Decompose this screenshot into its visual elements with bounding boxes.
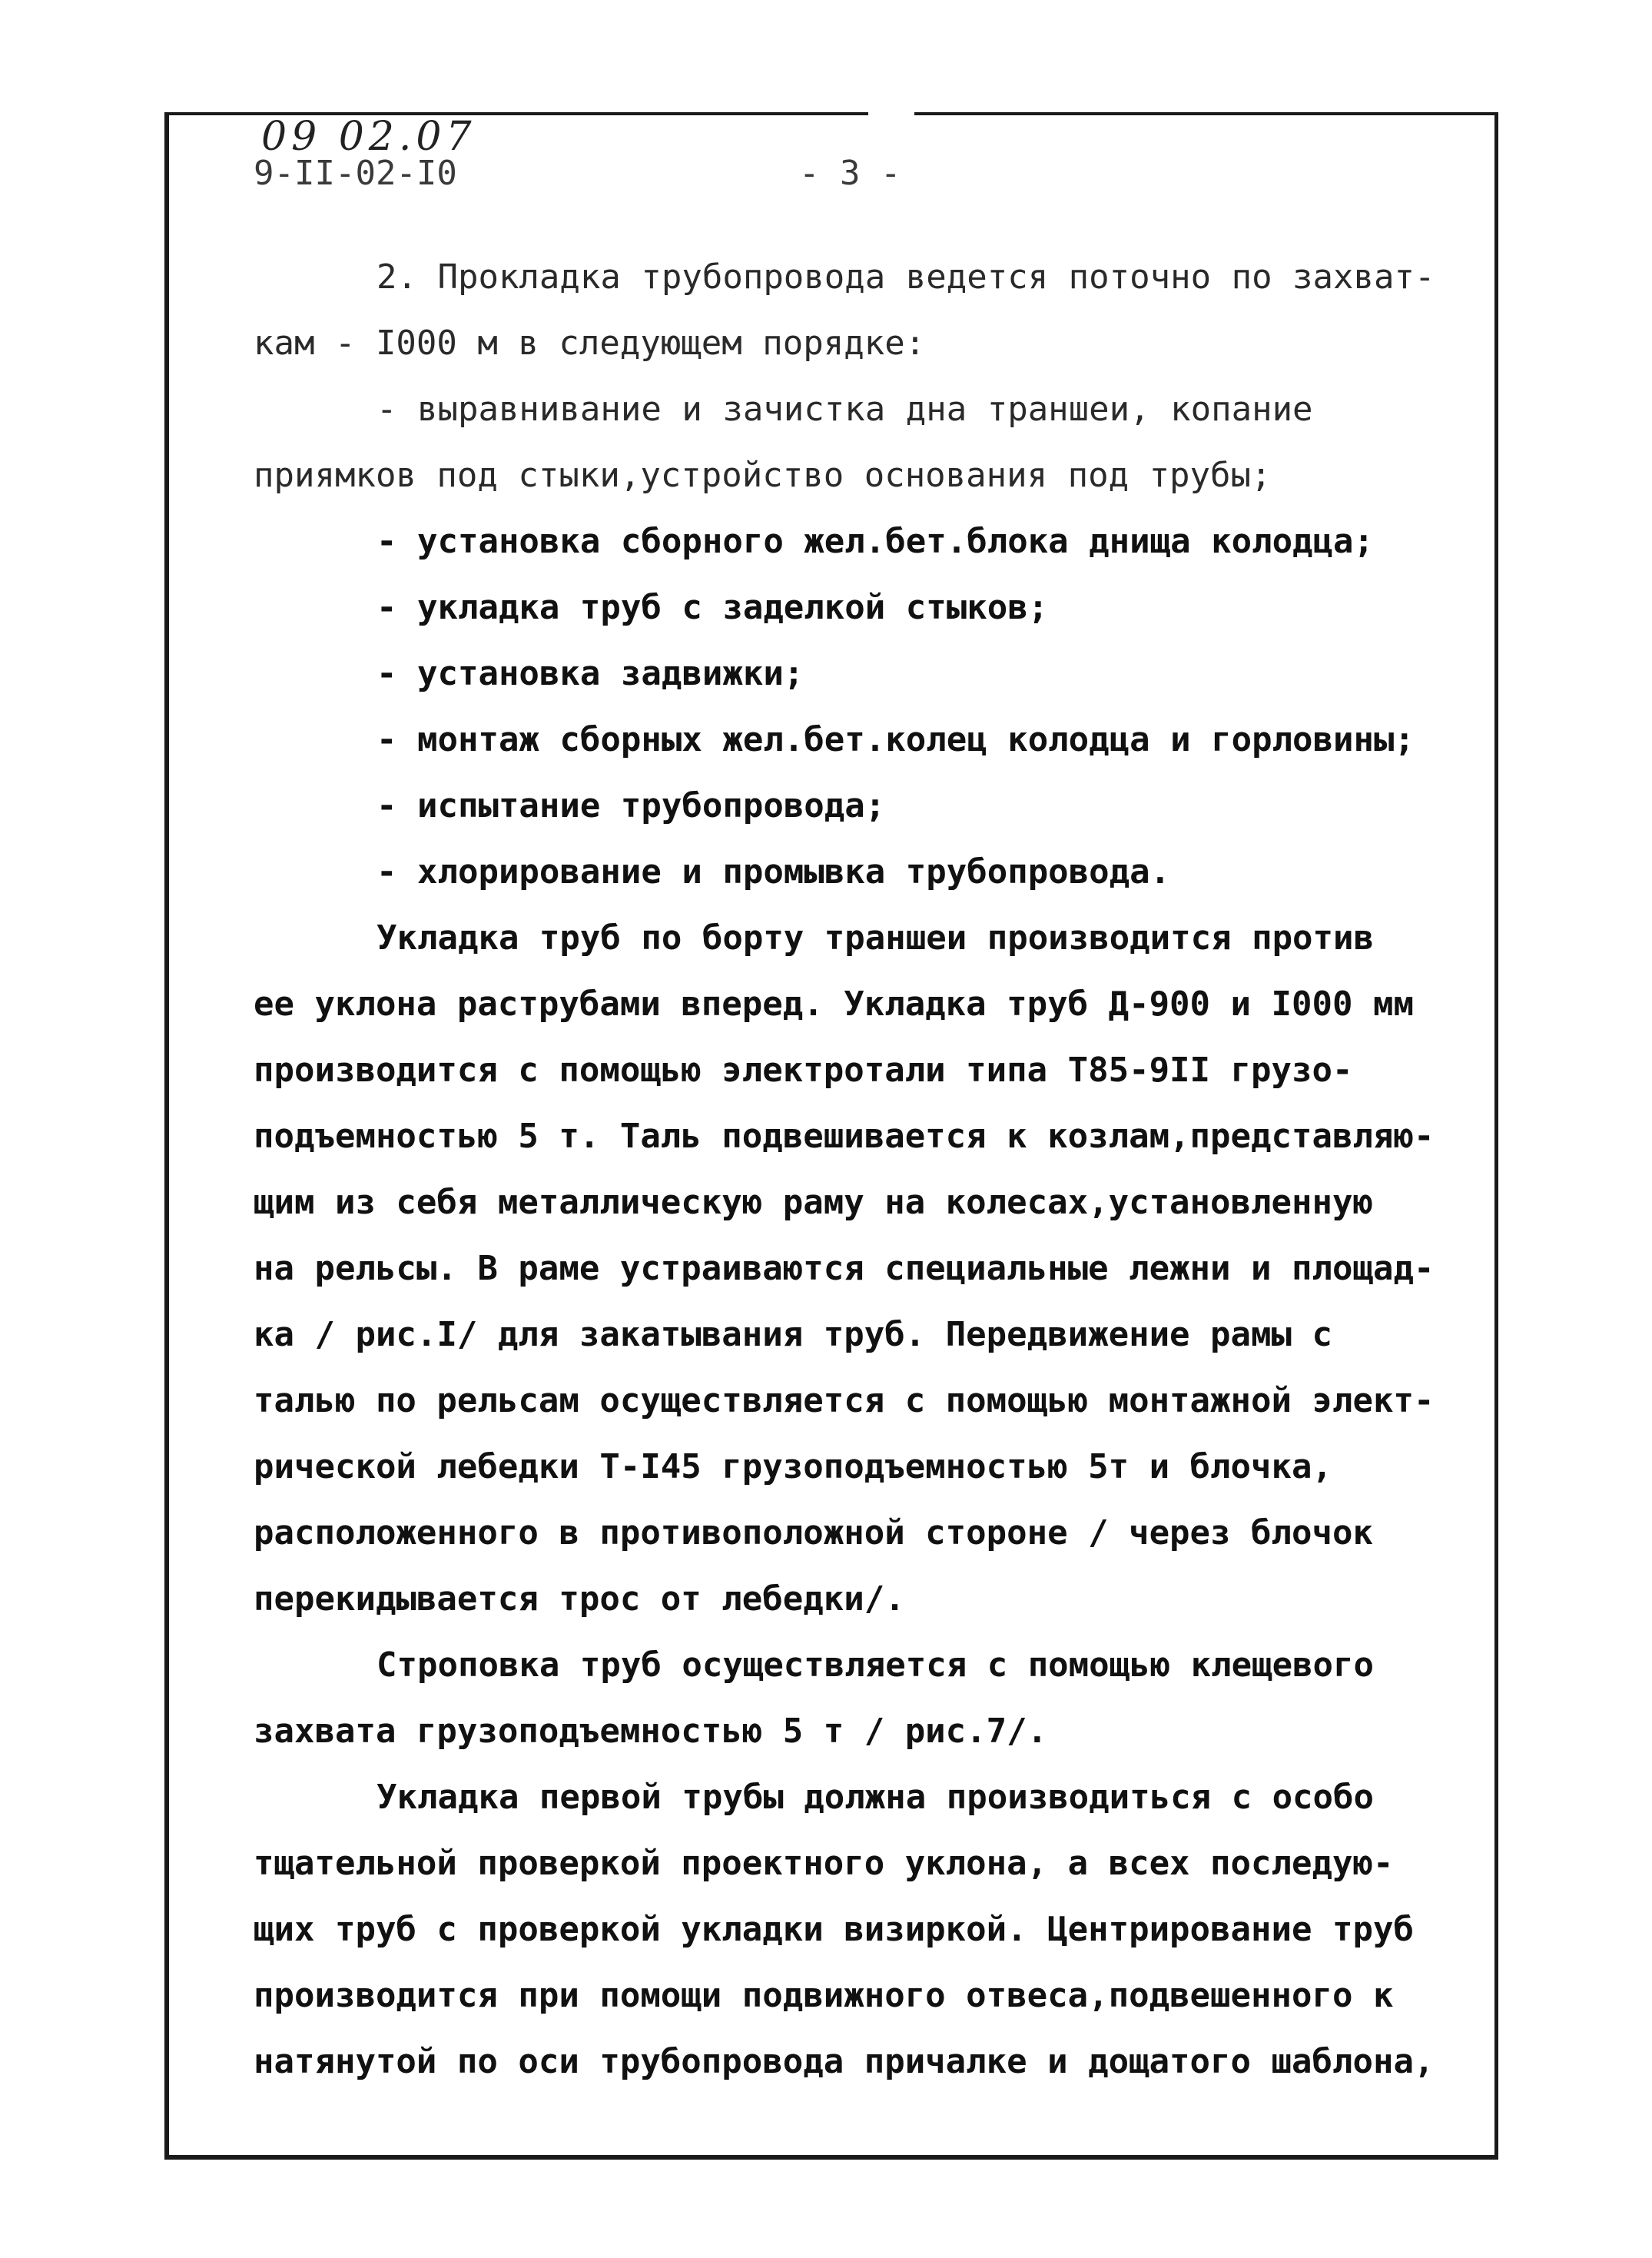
text-line: щих труб с проверкой укладки визиркой. Центрирование труб [254, 1910, 1414, 1949]
text-line: ка / рис.I/ для закатывания труб. Передвижение рамы с [254, 1315, 1332, 1354]
border-gap [868, 108, 914, 118]
text-line: подъемностью 5 т. Таль подвешивается к козлам,представляю- [254, 1117, 1435, 1156]
text-line: Строповка труб осуществляется с помощью клещевого [377, 1645, 1375, 1685]
text-line: - монтаж сборных жел.бет.колец колодца и горловины; [377, 720, 1415, 759]
text-line: расположенного в противоположной стороне / через блочок [254, 1513, 1373, 1552]
document-code: 9-II-02-I0 [254, 154, 457, 193]
text-line: захвата грузоподъемностью 5 т / рис.7/. [254, 1712, 1048, 1751]
text-line: перекидывается трос от лебедки/. [254, 1579, 905, 1619]
text-line: производится с помощью электротали типа Т85-9II грузо- [254, 1051, 1353, 1090]
text-line: на рельсы. В раме устраиваются специальные лежни и площад- [254, 1249, 1435, 1288]
text-line: тщательной проверкой проектного уклона, а всех последую- [254, 1844, 1394, 1883]
text-line: 2. Прокладка трубопровода ведется поточно по захват- [377, 257, 1435, 297]
text-line: - укладка труб с заделкой стыков; [377, 588, 1049, 627]
text-line: приямков под стыки,устройство основания под трубы; [254, 456, 1272, 495]
text-line: натянутой по оси трубопровода причалке и дощатого шаблона, [254, 2042, 1435, 2081]
text-line: - выравнивание и зачистка дна траншеи, копание [377, 390, 1313, 429]
text-line: рической лебедки Т-I45 грузоподъемностью 5т и блочка, [254, 1447, 1332, 1486]
text-line: - хлорирование и промывка трубопровода. [377, 852, 1171, 892]
text-line: щим из себя металлическую раму на колесах,установленную [254, 1183, 1373, 1222]
text-line: талью по рельсам осуществляется с помощью монтажной элект- [254, 1381, 1435, 1420]
text-line: Укладка труб по борту траншеи производится против [377, 918, 1375, 958]
page-number: - 3 - [799, 154, 901, 193]
text-line: - испытание трубопровода; [377, 786, 886, 825]
handwritten-date: 09 02.07 [261, 114, 476, 160]
text-line: кам - I000 м в следующем порядке: [254, 324, 926, 363]
text-line: Укладка первой трубы должна производиться с особо [377, 1778, 1375, 1817]
document-body [254, 244, 1452, 2095]
text-line: - установка задвижки; [377, 654, 804, 693]
text-line: ее уклона раструбами вперед. Укладка труб Д-900 и I000 мм [254, 985, 1414, 1024]
text-line: - установка сборного жел.бет.блока днища колодца; [377, 522, 1375, 561]
text-line: производится при помощи подвижного отвеса,подвешенного к [254, 1976, 1394, 2015]
